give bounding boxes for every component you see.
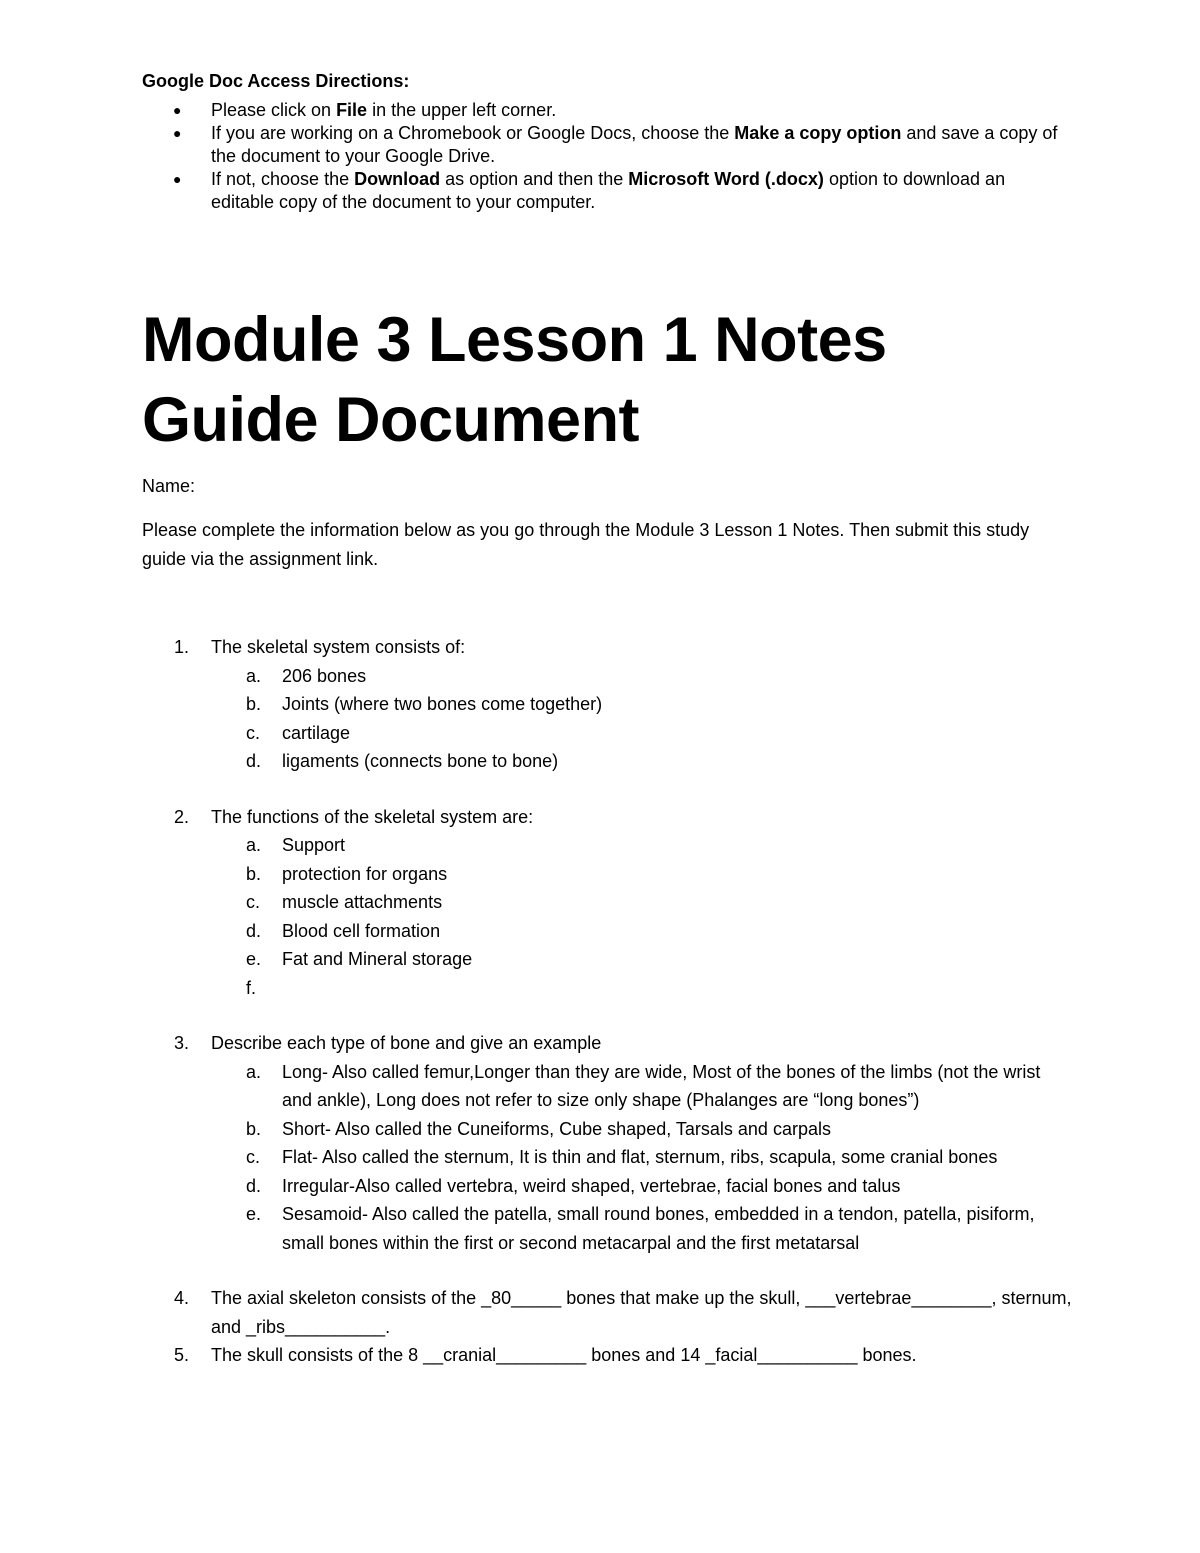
answer-list [211, 662, 1072, 776]
title-line-2: Guide Document [142, 385, 640, 455]
answer-letter: e. [246, 949, 262, 969]
answer-item [211, 831, 1072, 860]
answer-text: muscle attachments [282, 892, 443, 912]
question-text: The skeletal system consists of: [211, 637, 466, 657]
answer-letter: a. [246, 1061, 262, 1082]
answer-item [211, 1172, 1072, 1201]
question-number: 2. [174, 806, 190, 827]
bullet-icon: ● [173, 125, 182, 141]
answer-text: Long- Also called femur,Longer than they are wide, Most of the bones of the limbs (not the wrist and ankle), Long does not refer to size only shape (Phalanges are “long bones”) [282, 1061, 1041, 1110]
answer-text: 206 bones [282, 665, 367, 686]
answer-item [211, 917, 1072, 946]
answer-list [211, 831, 1072, 1002]
answer-letter: a. [246, 665, 262, 686]
question-2 [142, 803, 1072, 1003]
question-4 [142, 1284, 1072, 1341]
answer-letter: d. [246, 751, 262, 771]
title-line-1: Module 3 Lesson 1 Notes [142, 305, 887, 375]
question-text: The axial skeleton consists of the _80_____ bones that make up the skull, ___vertebrae________, sternum, and _ribs__________. [211, 1288, 1072, 1337]
directions-item [142, 99, 1072, 122]
question-number: 5. [174, 1345, 190, 1365]
answer-letter: c. [246, 722, 261, 743]
answer-text [282, 978, 287, 998]
answer-text: Short- Also called the Cuneiforms, Cube shaped, Tarsals and carpals [282, 1118, 831, 1139]
directions-text: in the upper left corner. [367, 100, 557, 120]
answer-item [211, 1143, 1072, 1172]
answer-letter: b. [246, 863, 262, 884]
access-directions [142, 70, 1072, 214]
directions-item [142, 168, 1072, 214]
directions-bold-word: Microsoft Word (.docx) [628, 169, 824, 189]
directions-text: and save a copy of the document to your Google Drive. [211, 123, 1058, 166]
answer-letter: b. [246, 694, 262, 714]
question-number: 4. [174, 1288, 190, 1308]
question-list [142, 633, 1072, 1370]
answer-letter: d. [246, 1175, 262, 1196]
answer-text: Irregular-Also called vertebra, weird shaped, vertebrae, facial bones and talus [282, 1175, 901, 1196]
question-5 [142, 1341, 1072, 1370]
directions-text: If you are working on a Chromebook or Google Docs, choose the [211, 123, 735, 143]
directions-bold-file: File [336, 100, 368, 120]
bullet-icon: ● [173, 102, 182, 118]
instructions-paragraph: Please complete the information below as you go through the Module 3 Lesson 1 Notes. Then submit this study guide via the assignment link. [142, 520, 1030, 569]
directions-text: Please click on [211, 100, 337, 120]
page-title [142, 300, 1142, 460]
question-text: The skull consists of the 8 __cranial_________ bones and 14 _facial__________ bones. [211, 1345, 917, 1365]
answer-item [211, 1200, 1072, 1257]
answer-item [211, 1058, 1072, 1115]
question-3 [142, 1029, 1072, 1257]
answer-item [211, 690, 1072, 719]
answer-text: Flat- Also called the sternum, It is thin and flat, sternum, ribs, scapula, some cranial bones [282, 1147, 998, 1167]
directions-list [142, 99, 1072, 214]
answer-text: protection for organs [282, 863, 448, 884]
directions-text: as option and then the [440, 169, 629, 189]
answer-letter: b. [246, 1118, 262, 1139]
bullet-icon: ● [173, 171, 182, 187]
answer-item [211, 945, 1072, 974]
question-text: The functions of the skeletal system are: [211, 806, 534, 827]
directions-text: If not, choose the [211, 169, 355, 189]
answer-item [211, 1115, 1072, 1144]
answer-item [211, 888, 1072, 917]
question-number: 3. [174, 1033, 190, 1053]
question-text: Describe each type of bone and give an example [211, 1033, 602, 1053]
answer-item [211, 860, 1072, 889]
answer-text: ligaments (connects bone to bone) [282, 751, 559, 771]
answer-item [211, 662, 1072, 691]
name-label: Name: [142, 476, 196, 496]
answer-text: Blood cell formation [282, 920, 441, 941]
answer-letter: c. [246, 892, 261, 912]
directions-title: Google Doc Access Directions: [142, 71, 410, 91]
answer-text: Support [282, 835, 346, 855]
answer-letter: f. [246, 977, 257, 998]
question-1 [142, 633, 1072, 776]
directions-text: option to download an editable copy of the document to your computer. [211, 169, 1006, 212]
answer-list [211, 1058, 1072, 1258]
answer-letter: e. [246, 1204, 262, 1224]
answer-text: cartilage [282, 722, 351, 743]
answer-text: Sesamoid- Also called the patella, small round bones, embedded in a tendon, patella, pisiform, small bones within the first or second metacarpal and the first metatarsal [282, 1204, 1035, 1253]
directions-bold-make-copy: Make a copy option [734, 123, 902, 143]
answer-letter: a. [246, 835, 262, 855]
question-number: 1. [174, 637, 190, 657]
directions-bold-download: Download [354, 169, 441, 189]
answer-letter: d. [246, 920, 262, 941]
answer-text: Joints (where two bones come together) [282, 694, 603, 714]
answer-letter: c. [246, 1147, 261, 1167]
directions-item [142, 122, 1072, 168]
answer-item [211, 719, 1072, 748]
answer-item [211, 974, 1072, 1003]
answer-item [211, 747, 1072, 776]
answer-text: Fat and Mineral storage [282, 949, 473, 969]
